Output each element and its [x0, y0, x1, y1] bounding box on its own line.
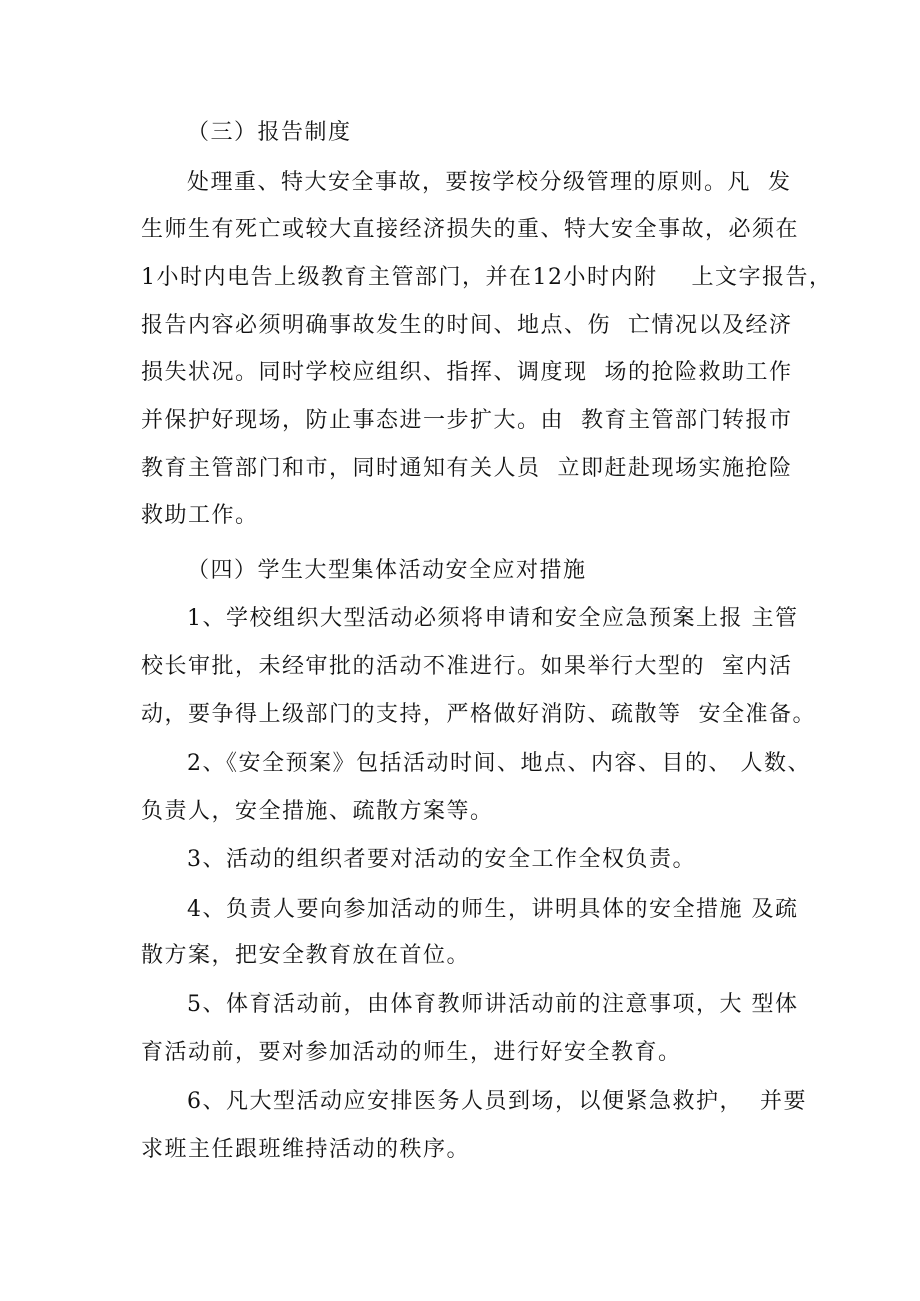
- paragraph-line: 负责人，安全措施、疏散方案等。: [141, 799, 494, 824]
- paragraph-line: 3、活动的组织者要对活动的安全工作全权负责。: [187, 847, 696, 872]
- paragraph-line: 处理重、特大安全事故，要按学校分级管理的原则。凡 发: [187, 170, 792, 195]
- paragraph-line: 1、学校组织大型活动必须将申请和安全应急预案上报 主管: [187, 606, 799, 631]
- paragraph-line: 散方案，把安全教育放在首位。: [141, 943, 471, 968]
- paragraph-line: 2、《安全预案》包括活动时间、地点、内容、目的、 人数、: [187, 751, 811, 776]
- paragraph-line: 并保护好现场，防止事态进一步扩大。由 教育主管部门转报市: [141, 408, 793, 433]
- paragraph-line: 动，要争得上级部门的支持，严格做好消防、疏散等 安全准备。: [141, 702, 816, 727]
- paragraph-line: 6、凡大型活动应安排医务人员到场，以便紧急救护， 并要: [187, 1089, 807, 1114]
- paragraph-line: 损失状况。同时学校应组织、指挥、调度现 场的抢险救助工作: [141, 360, 793, 385]
- paragraph-line: 救助工作。: [141, 503, 259, 528]
- section-heading: （三）报告制度: [187, 120, 352, 145]
- paragraph-line: 4、负责人要向参加活动的师生，讲明具体的安全措施 及疏: [187, 897, 799, 922]
- paragraph-line: 报告内容必须明确事故发生的时间、地点、伤 亡情况以及经济: [141, 313, 793, 338]
- paragraph-line: 5、体育活动前，由体育教师讲活动前的注意事项，大 型体: [187, 992, 799, 1017]
- paragraph-line: 求班主任跟班维持活动的秩序。: [141, 1137, 471, 1162]
- paragraph-line: 校长审批，未经审批的活动不准进行。如果举行大型的 室内活: [141, 654, 793, 679]
- paragraph-line: 育活动前，要对参加活动的师生，进行好安全教育。: [141, 1040, 682, 1065]
- section-heading: （四）学生大型集体活动安全应对措施: [187, 558, 587, 583]
- paragraph-line: 1小时内电告上级教育主管部门，并在12小时内附 上文字报告，: [141, 265, 833, 290]
- paragraph-line: 生师生有死亡或较大直接经济损失的重、特大安全事故，必须在: [141, 217, 800, 242]
- paragraph-line: 教育主管部门和市，同时通知有关人员 立即赶赴现场实施抢险: [141, 456, 793, 481]
